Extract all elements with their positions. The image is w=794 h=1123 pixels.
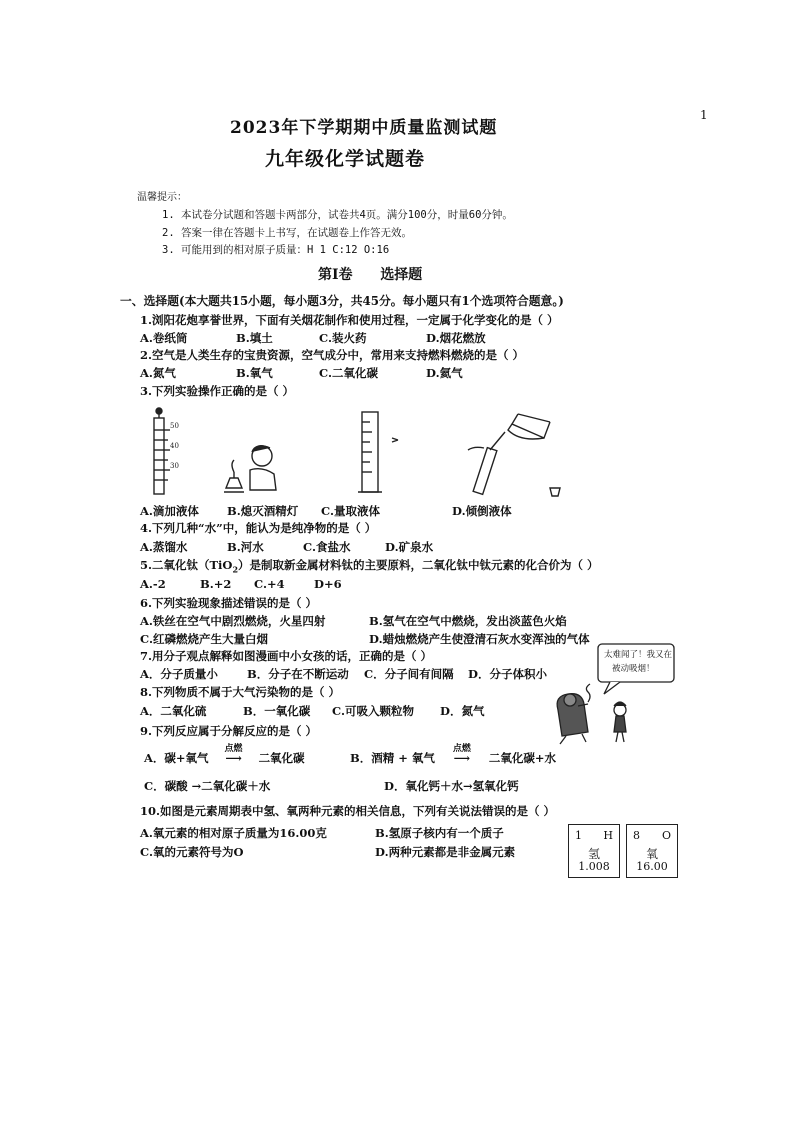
q10-option-d: D.两种元素都是非金属元素 [375,845,516,859]
q4-option-b: B.河水 [227,540,264,554]
element-mass: 16.00 [636,860,668,873]
q8-option-c: C.可吸入颗粒物 [332,704,414,718]
element-name: 氧 [645,847,658,861]
q10-stem: 10.如图是元素周期表中氢、氧两种元素的相关信息，下列有关说法错误的是（ ） [140,804,556,818]
q4-option-c: C.食盐水 [303,540,351,554]
element-card-hydrogen [568,824,620,878]
q3-illustrations [140,408,560,500]
tip-3: 3. 可能用到的相对原子质量：H 1 C:12 O:16 [162,244,390,256]
speech-bubble-line-2: 被动吸烟！ [612,664,655,674]
tips-heading: 温馨提示： [137,192,187,203]
q9-option-c: C．碳酸 →二氧化碳＋水 [144,779,271,793]
q6-option-c: C.红磷燃烧产生大量白烟 [140,632,268,646]
q6-option-d: D.蜡烛燃烧产生使澄清石灰水变浑浊的气体 [369,632,590,646]
q8-option-d: D．氮气 [440,704,485,718]
q1-option-a: A.卷纸筒 [140,331,188,345]
exam-subtitle: 九年级化学试题卷 [265,148,426,170]
q5-stem: 5.二氧化钛（TiO$_2$）是制取新金属材料钛的主要原料，二氧化钛中钛元素的化合价为（ ） [140,558,599,575]
q2-option-c: C.二氧化碳 [319,366,378,380]
q9-option-a: A．碳+氧气 点燃 ⟶ 二氧化碳 [144,750,305,766]
q7-option-c: C．分子间有间隔 [364,667,454,681]
speech-bubble-line-1: 太难闻了！我又在 [604,650,673,660]
q10-option-a: A.氧元素的相对原子质量为16.00克 [140,826,327,840]
q9-option-b: B．酒精 + 氧气 点燃 ⟶ 二氧化碳+水 [350,750,556,766]
element-symbol: H [603,829,613,842]
q7-option-b: B．分子在不断运动 [247,667,349,681]
q7-option-d: D．分子体积小 [468,667,547,681]
q8-option-b: B．一氧化碳 [243,704,311,718]
q1-option-d: D.烟花燃放 [426,331,486,345]
element-number: 8 [633,829,640,842]
q1-stem: 1.浏阳花炮享誉世界，下面有关烟花制作和使用过程，一定属于化学变化的是（ ） [140,313,559,327]
q9-option-d: D．氧化钙＋水→氢氧化钙 [384,779,519,793]
tip-1: 1. 本试卷分试题和答题卡两部分，试卷共4页。满分100分，时量60分钟。 [162,209,513,221]
q2-option-d: D.氦气 [426,366,463,380]
q10-option-c: C.氧的元素符号为O [140,845,244,859]
q3-option-b: B.熄灭酒精灯 [227,504,299,518]
q9-stem: 9.下列反应属于分解反应的是（ ） [140,724,318,738]
element-mass: 1.008 [578,860,610,873]
dropper-illustration [154,408,179,494]
element-card-oxygen [626,824,678,878]
q2-option-a: A.氮气 [140,366,176,380]
q1-option-b: B.填土 [236,331,273,345]
q4-option-d: D.矿泉水 [385,540,434,554]
q5-option-b: B.+2 [200,577,232,591]
q5-option-c: C.+4 [254,577,285,591]
element-symbol: O [661,829,671,842]
q6-stem: 6.下列实验现象描述错误的是（ ） [140,596,318,610]
q3-option-d: D.倾倒液体 [452,504,512,518]
q2-stem: 2.空气是人类生存的宝贵资源，空气成分中，常用来支持燃料燃烧的是（ ） [140,348,525,362]
q6-option-b: B.氢气在空气中燃烧，发出淡蓝色火焰 [369,614,567,628]
section-label: 第Ⅰ卷 [318,267,353,283]
section-name: 选择题 [380,267,423,283]
q1-option-c: C.装火药 [319,331,367,345]
q9-a-condition: 点燃 [224,744,243,754]
exam-title: 2023年下学期期中质量监测试题 [230,118,498,138]
q3-stem: 3.下列实验操作正确的是（ ） [140,384,295,398]
tip-2: 2. 答案一律在答题卡上书写，在试题卷上作答无效。 [162,227,412,239]
q2-option-b: B.氧气 [236,366,273,380]
element-name: 氢 [587,847,600,861]
q5-option-a: A.-2 [140,577,166,591]
svg-text:50: 50 [170,422,179,430]
element-number: 1 [575,829,582,842]
q9-b-condition: 点燃 [452,744,471,754]
q10-option-b: B.氢原子核内有一个质子 [375,826,504,840]
q8-option-a: A．二氧化硫 [140,704,207,718]
q3-option-a: A.滴加液体 [140,504,199,518]
section-title [318,264,422,284]
q6-option-a: A.铁丝在空气中剧烈燃烧，火星四射 [140,614,326,628]
q3-option-c: C.量取液体 [321,504,380,518]
q8-stem: 8.下列物质不属于大气污染物的是（ ） [140,685,341,699]
svg-text:30: 30 [170,462,179,470]
q7-option-a: A．分子质量小 [140,667,218,681]
svg-text:40: 40 [170,442,179,450]
q7-stem: 7.用分子观点解释如图漫画中小女孩的话，正确的是（ ） [140,649,433,663]
q4-option-a: A.蒸馏水 [140,540,188,554]
graduated-cylinder-illustration [358,412,398,492]
part-heading: 一、选择题(本大题共15小题，每小题3分，共45分。每小题只有1个选项符合题意。) [120,294,564,308]
q5-option-d: D+6 [314,577,342,591]
page-mark: 1 [700,108,708,122]
q4-stem: 4.下列几种“水”中，能认为是纯净物的是（ ） [140,521,377,535]
pouring-illustration [468,414,560,496]
alcohol-lamp-illustration [224,446,276,492]
